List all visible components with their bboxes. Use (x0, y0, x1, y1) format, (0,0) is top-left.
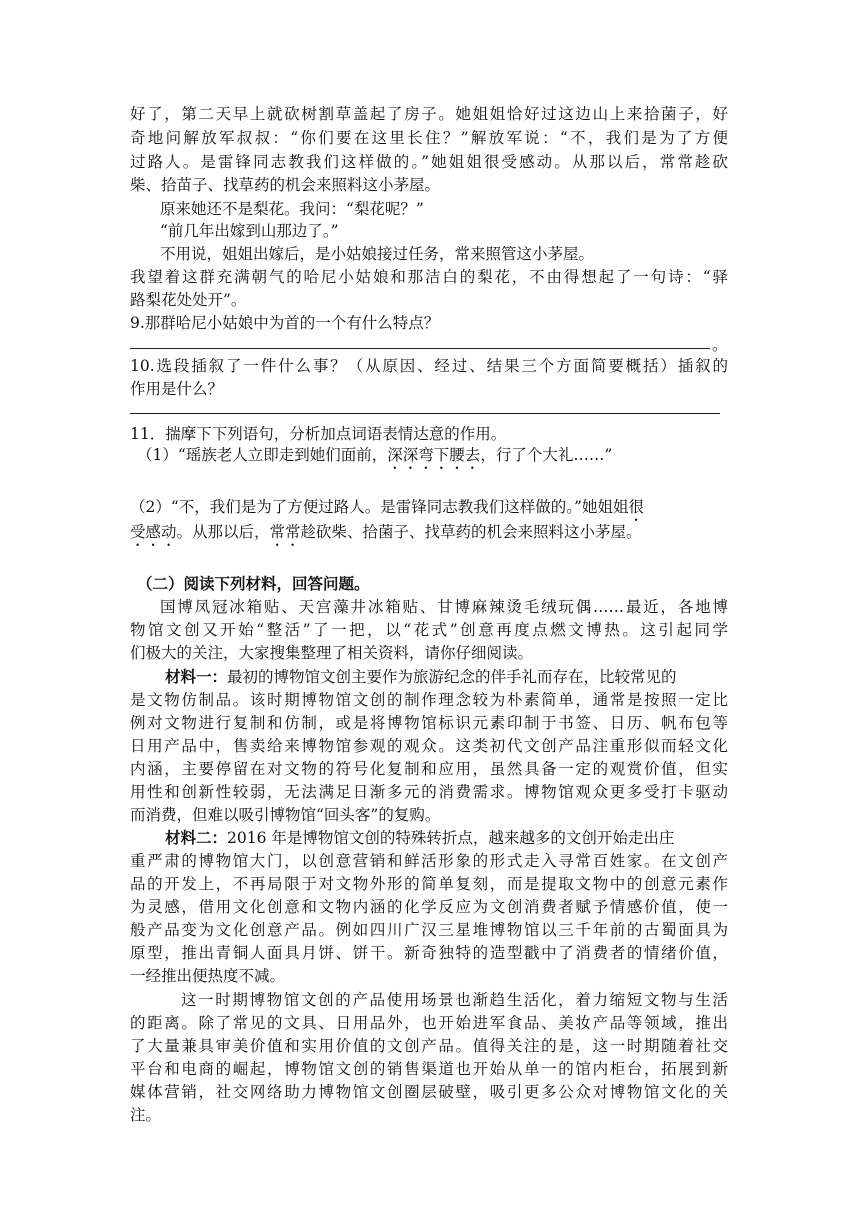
material-2-paragraph: 媒体营销，社交网络助力博物馆文创圈层破壁，吸引更多公众对博物馆文化的关 (130, 1083, 728, 1101)
question-10: 作用是什么？ (130, 380, 224, 398)
story-line: 过路人。是雷锋同志教我们这样做的。”她姐姐很受感动。从那以后，常常趁砍 (130, 153, 728, 171)
dotted-phrase: 受感动 (130, 523, 177, 541)
intro-line: 国博凤冠冰箱贴、天宫藻井冰箱贴、甘博麻辣烫毛绒玩偶……最近，各地博 (160, 598, 728, 616)
story-paragraph: 不用说，姐姐出嫁后，是小姑娘接过任务，常来照管这小茅屋。 (160, 245, 595, 263)
quote-text: ，行了个大礼……” (480, 446, 613, 464)
intro-line: 物馆文创又开始“整活”了一把，以“花式”创意再度点燃文博热。这引起同学 (130, 621, 728, 639)
question-11: 11．揣摩下下列语句，分析加点词语表情达意的作用。 (130, 425, 507, 443)
material-1-line (165, 667, 677, 687)
material-2-line: 重严肃的博物馆大门，以创意营销和鲜活形象的形式走入寻常百姓家。在文创产 (130, 852, 728, 870)
material-2-paragraph: 了大量兼具审美价值和实用价值的文创产品。值得关注的是，这一时期随着社交 (130, 1037, 728, 1055)
material-text: 2016 年是博物馆文创的特殊转折点，越来越多的文创开始走出庄 (227, 829, 675, 847)
material-text: 最初的博物馆文创主要作为旅游纪念的伴手礼而存在，比较常见的 (227, 668, 677, 686)
material-1-line: 用性和创新性较弱，无法满足日渐多元的消费需求。博物馆观众更多受打卡驱动 (130, 783, 728, 801)
material-2-paragraph: 这一时期博物馆文创的产品使用场景也渐趋生活化，着力缩短文物与生活 (181, 991, 728, 1009)
story-line: 好了，第二天早上就砍树割草盖起了房子。她姐姐恰好过这边山上来拾菌子，好 (130, 105, 728, 123)
story-paragraph: “前几年出嫁到山那边了。” (160, 222, 339, 240)
material-1-line: 例对文物进行复制和仿制，或是将博物馆标识元素印制于书签、日历、帆布包等 (130, 714, 728, 732)
story-line: 柴、拾苗子、找草药的机会来照料这小茅屋。 (130, 176, 441, 194)
intro-line: 们极大的关注，大家搜集整理了相关资料，请你仔细阅读。 (130, 644, 534, 662)
story-line: 我望着这群充满朝气的哈尼小姑娘和那洁白的梨花，不由得想起了一句诗：“驿 (130, 268, 728, 286)
dotted-phrase: 常常 (269, 523, 301, 541)
quote-text: （2）“不，我们是为了方便过路人。是雷锋同志教我们这样做的。”她姐姐 (130, 498, 629, 516)
material-1-line: 日用产品中，售卖给来博物馆参观的观众。这类初代文创产品注重形似而轻文化 (130, 737, 728, 755)
material-2-line: 品的开发上，不再局限于对文物外形的简单复刻，而是提取文物中的创意元素作 (130, 875, 728, 893)
answer-line (130, 348, 710, 349)
material-2-paragraph: 的距离。除了常见的文具、日用品外，也开始进军食品、美妆产品等领域，推出 (130, 1014, 728, 1032)
story-line: 奇地问解放军叔叔：“你们要在这里长住？”解放军说：“不，我们是为了方便 (130, 129, 728, 147)
story-paragraph: 原来她还不是梨花。我问：“梨花呢？” (160, 200, 424, 218)
quote-text: （1）“瑶族老人立即走到她们面前， (137, 446, 388, 464)
material-2-line (165, 828, 674, 848)
question-11-item-2 (130, 497, 644, 525)
material-2-paragraph: 平台和电商的崛起，博物馆文创的销售渠道也开始从单一的馆内柜台，拓展到新 (130, 1060, 728, 1078)
question-9: 9.那群哈尼小姑娘中为首的一个有什么特点？ (130, 314, 440, 332)
material-1-line: 内涵，主要停留在对文物的符号化复制和应用，虽然具备一定的观赏价值，但实 (130, 760, 728, 778)
material-2-line: 般产品变为文化创意产品。例如四川广汉三星堆博物馆以三千年前的古蜀面具为 (130, 921, 728, 939)
dotted-phrase: 很 (628, 498, 644, 516)
story-line: 路梨花处处开”。 (130, 291, 247, 309)
material-2-line: 原型，推出青铜人面具月饼、饼干。新奇独特的造型戳中了消费者的情绪价值， (130, 944, 728, 962)
answer-line-period: 。 (712, 336, 728, 354)
question-11-item-1 (137, 445, 612, 473)
material-1-line: 而消费，但难以吸引博物馆“回头客”的复购。 (130, 806, 441, 824)
material-1-line: 是文物仿制品。该时期博物馆文创的制作理念较为朴素简单，通常是按照一定比 (130, 691, 728, 709)
dotted-phrase: 深深弯下腰去 (387, 446, 481, 464)
material-label: 材料一： (165, 667, 228, 686)
material-2-line: 一经推出便热度不减。 (130, 967, 286, 985)
material-label: 材料二： (165, 828, 228, 847)
question-10: 10.选段插叙了一件什么事？（从原因、经过、结果三个方面简要概括）插叙的 (130, 357, 728, 375)
section-heading: （二）阅读下列材料，回答问题。 (137, 574, 370, 593)
material-2-line: 为灵感，借用文化创意和文物内涵的化学反应为文创消费者赋予情感价值，使一 (130, 898, 728, 916)
material-2-paragraph: 注。 (130, 1106, 162, 1124)
quote-text: 。从那以后， (176, 523, 270, 541)
quote-text: 趁砍柴、拾菌子、找草药的机会来照料这小茅屋。 (300, 523, 642, 541)
answer-line (130, 413, 720, 414)
question-11-item-2 (130, 522, 642, 550)
